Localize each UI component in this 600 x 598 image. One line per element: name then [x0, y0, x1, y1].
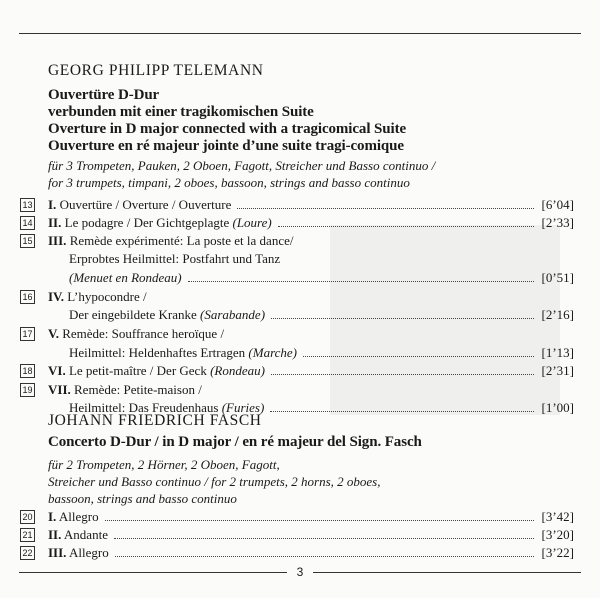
movement-numeral: V. [48, 326, 59, 341]
movement-title-text: L’hypocondre / [67, 289, 147, 304]
work-title-line: Ouverture en ré majeur jointe d’une suite tragi-comique [48, 138, 404, 154]
movement-title-text: Heilmittel: Das Freudenhaus [69, 400, 222, 415]
movement-title-text: Ouvertüre / Overture / Ouverture [59, 197, 232, 212]
movement-numeral: I. [48, 197, 57, 212]
track-number-box: 16 [20, 290, 35, 304]
track-duration: [3’22] [541, 545, 574, 560]
work-title-line: Concerto D-Dur / in D major / en ré majeur del Sign. Fasch [48, 434, 422, 450]
movement-title-text: Le petit-maître / Der Geck [68, 363, 211, 378]
instrumentation-line: for 3 trumpets, timpani, 2 oboes, bassoon, strings and basso continuo [48, 175, 410, 190]
instrumentation-line: Streicher und Basso continuo / for 2 trumpets, 2 horns, 2 oboes, [48, 474, 381, 489]
top-rule [19, 33, 581, 34]
track-number-box: 13 [20, 198, 35, 212]
movement-form: (Furies) [221, 400, 265, 415]
movement-title-text: Remède: Petite-maison / [74, 382, 202, 397]
page-number: 3 [0, 565, 600, 579]
track-title [48, 363, 265, 379]
track-title [69, 251, 280, 267]
track-row [20, 214, 580, 233]
movement-title-text: Allegro [58, 509, 99, 524]
work-title-line: Overture in D major connected with a tragicomical Suite [48, 121, 407, 137]
movement-numeral: II. [48, 527, 62, 542]
track-duration: [2’31] [541, 363, 574, 378]
track-row [20, 250, 580, 269]
movement-numeral: VI. [48, 363, 66, 378]
instrumentation-line: für 3 Trompeten, Pauken, 2 Oboen, Fagott, Streicher und Basso continuo / [48, 158, 436, 173]
track-title [48, 215, 272, 231]
instrumentation-line: für 2 Trompeten, 2 Hörner, 2 Oboen, Fagott, [48, 457, 280, 472]
track-duration: [1’00] [541, 400, 574, 415]
composer-name: GEORG PHILIPP TELEMANN [48, 62, 264, 79]
movement-title-text: Erprobtes Heilmittel: Postfahrt und Tanz [69, 251, 281, 266]
movement-numeral: III. [48, 545, 67, 560]
track-duration: [6’04] [541, 197, 574, 212]
composer-name: JOHANN FRIEDRICH FASCH [48, 412, 262, 429]
movement-title-text: Andante [63, 527, 108, 542]
track-title [69, 270, 182, 286]
track-title [69, 307, 265, 323]
track-row [20, 269, 580, 288]
track-number-box: 21 [20, 528, 35, 542]
track-title [48, 382, 202, 398]
track-number-box: 15 [20, 234, 35, 248]
dot-leader [271, 374, 534, 375]
dot-leader [271, 318, 534, 319]
track-title [48, 509, 99, 525]
dot-leader [237, 208, 534, 209]
work-title-line: Ouvertüre D-Dur [48, 87, 160, 103]
work-title-line: verbunden mit einer tragikomischen Suite [48, 104, 314, 120]
track-row [20, 508, 580, 527]
dot-leader [115, 556, 534, 557]
track-title [48, 527, 108, 543]
track-title [48, 545, 109, 561]
track-duration: [2’16] [541, 307, 574, 322]
track-title [48, 197, 231, 213]
movement-numeral: IV. [48, 289, 65, 304]
dot-leader [114, 538, 534, 539]
track-duration: [3’20] [541, 527, 574, 542]
track-row [20, 344, 580, 363]
track-row [20, 232, 580, 251]
track-title [48, 289, 147, 305]
movement-title-text: Remède expérimenté: La poste et la dance/ [69, 233, 294, 248]
track-row [20, 306, 580, 325]
track-row [20, 196, 580, 215]
movement-numeral: I. [48, 509, 57, 524]
instrumentation-line: bassoon, strings and basso continuo [48, 491, 237, 506]
movement-title-text: Le podagre / Der Gichtgeplagte [64, 215, 233, 230]
track-row [20, 288, 580, 307]
track-number-box: 18 [20, 364, 35, 378]
track-number-box: 14 [20, 216, 35, 230]
track-row [20, 362, 580, 381]
track-duration: [3’42] [541, 509, 574, 524]
track-number-box: 17 [20, 327, 35, 341]
track-number-box: 20 [20, 510, 35, 524]
track-number-box: 19 [20, 383, 35, 397]
dot-leader [188, 281, 534, 282]
movement-title-text: Remède: Souffrance heroïque / [62, 326, 225, 341]
track-title [48, 326, 224, 342]
track-number-box: 22 [20, 546, 35, 560]
dot-leader [270, 411, 534, 412]
track-row [20, 325, 580, 344]
movement-numeral: II. [48, 215, 62, 230]
track-title [69, 345, 297, 361]
track-row [20, 544, 580, 563]
track-row [20, 381, 580, 400]
movement-title-text: Allegro [68, 545, 109, 560]
movement-numeral: VII. [48, 382, 71, 397]
dot-leader [278, 226, 534, 227]
dot-leader [105, 520, 534, 521]
track-duration: [2’33] [541, 215, 574, 230]
movement-form: (Menuet en Rondeau) [69, 270, 182, 285]
track-row [20, 526, 580, 545]
movement-form: (Sarabande) [200, 307, 266, 322]
movement-form: (Rondeau) [210, 363, 265, 378]
movement-form: (Loure) [232, 215, 272, 230]
movement-title-text: Heilmittel: Heldenhaftes Ertragen [69, 345, 249, 360]
movement-title-text: Der eingebildete Kranke [69, 307, 201, 322]
track-duration: [0’51] [541, 270, 574, 285]
track-duration: [1’13] [541, 345, 574, 360]
dot-leader [303, 356, 534, 357]
track-title [48, 233, 293, 249]
movement-numeral: III. [48, 233, 67, 248]
movement-form: (Marche) [248, 345, 298, 360]
